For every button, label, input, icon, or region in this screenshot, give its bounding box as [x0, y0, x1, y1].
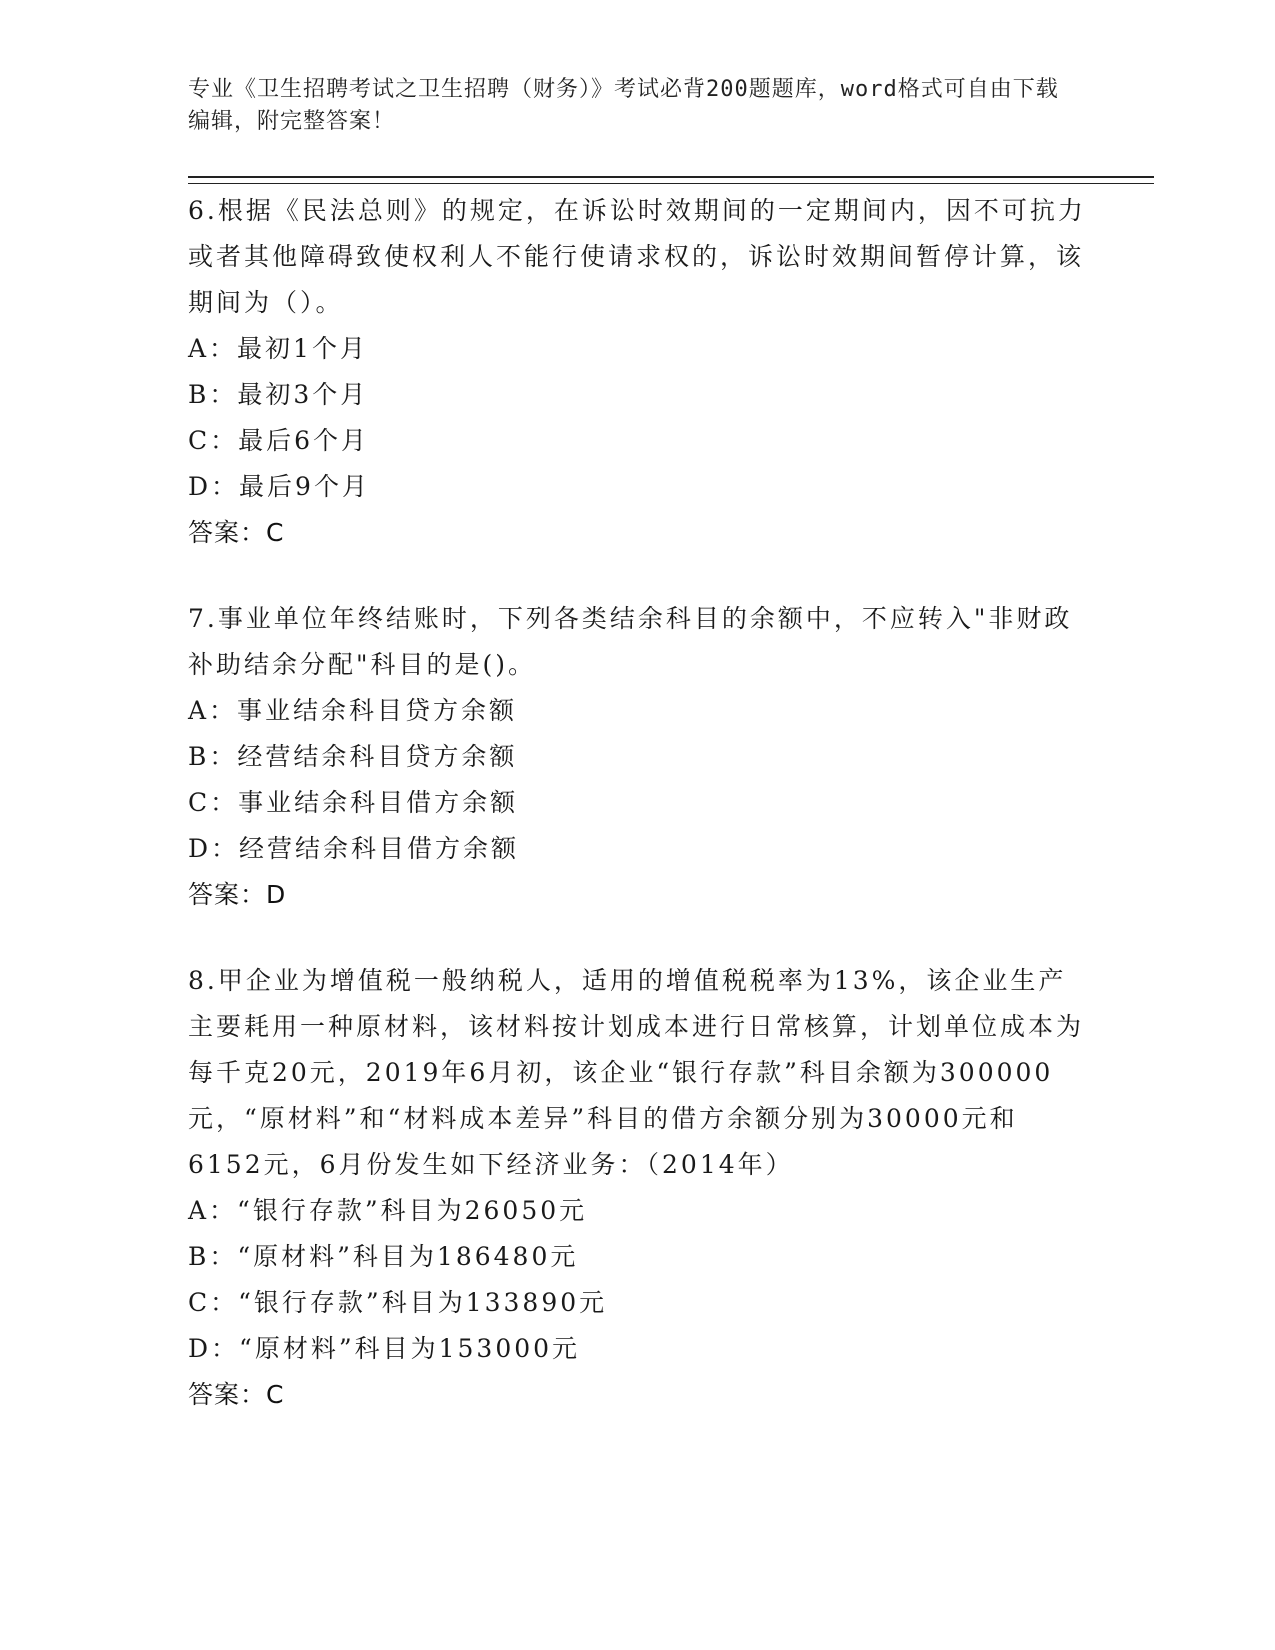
answer-line: 答案：D — [188, 880, 287, 909]
option-c: C：“银行存款”科目为133890元 — [188, 1288, 608, 1317]
question-stem: 7.事业单位年终结账时，下列各类结余科目的余额中，不应转入"非财政补助结余分配"科目的是()。 — [188, 604, 1073, 679]
option-b: B：经营结余科目贷方余额 — [188, 742, 518, 771]
question-list — [188, 188, 1088, 1458]
document-header: 专业《卫生招聘考试之卫生招聘（财务）》考试必背200题题库，word格式可自由下载编辑，附完整答案！ — [188, 77, 1059, 134]
option-c: C：事业结余科目借方余额 — [188, 788, 519, 817]
option-b: B：“原材料”科目为186480元 — [188, 1242, 579, 1271]
header-divider-thin — [188, 183, 1154, 184]
option-d: D：“原材料”科目为153000元 — [188, 1334, 581, 1363]
option-a: A：事业结余科目贷方余额 — [188, 696, 518, 725]
option-a: A：最初1个月 — [188, 334, 368, 363]
question-6 — [188, 188, 1088, 556]
header-divider-thick — [188, 176, 1154, 178]
answer-line: 答案：C — [188, 1380, 285, 1409]
question-8 — [188, 958, 1088, 1418]
question-stem: 8.甲企业为增值税一般纳税人，适用的增值税税率为13%，该企业生产主要耗用一种原材料，该材料按计划成本进行日常核算，计划单位成本为每千克20元，2019年6月初，该企业“银行存款”科目余额为300000元，“原材料”和“材料成本差异”科目的借方余额分别为30000元和6152元，6月份发生如下经济业务：（2014年） — [188, 966, 1085, 1179]
answer-line: 答案：C — [188, 518, 285, 547]
option-d: D：经营结余科目借方余额 — [188, 834, 520, 863]
option-d: D：最后9个月 — [188, 472, 370, 501]
option-a: A：“银行存款”科目为26050元 — [188, 1196, 588, 1225]
option-c: C：最后6个月 — [188, 426, 370, 455]
option-b: B：最初3个月 — [188, 380, 369, 409]
question-stem: 6.根据《民法总则》的规定，在诉讼时效期间的一定期间内，因不可抗力或者其他障碍致使权利人不能行使请求权的，诉讼时效期间暂停计算，该期间为（）。 — [188, 196, 1086, 317]
question-7 — [188, 596, 1088, 918]
